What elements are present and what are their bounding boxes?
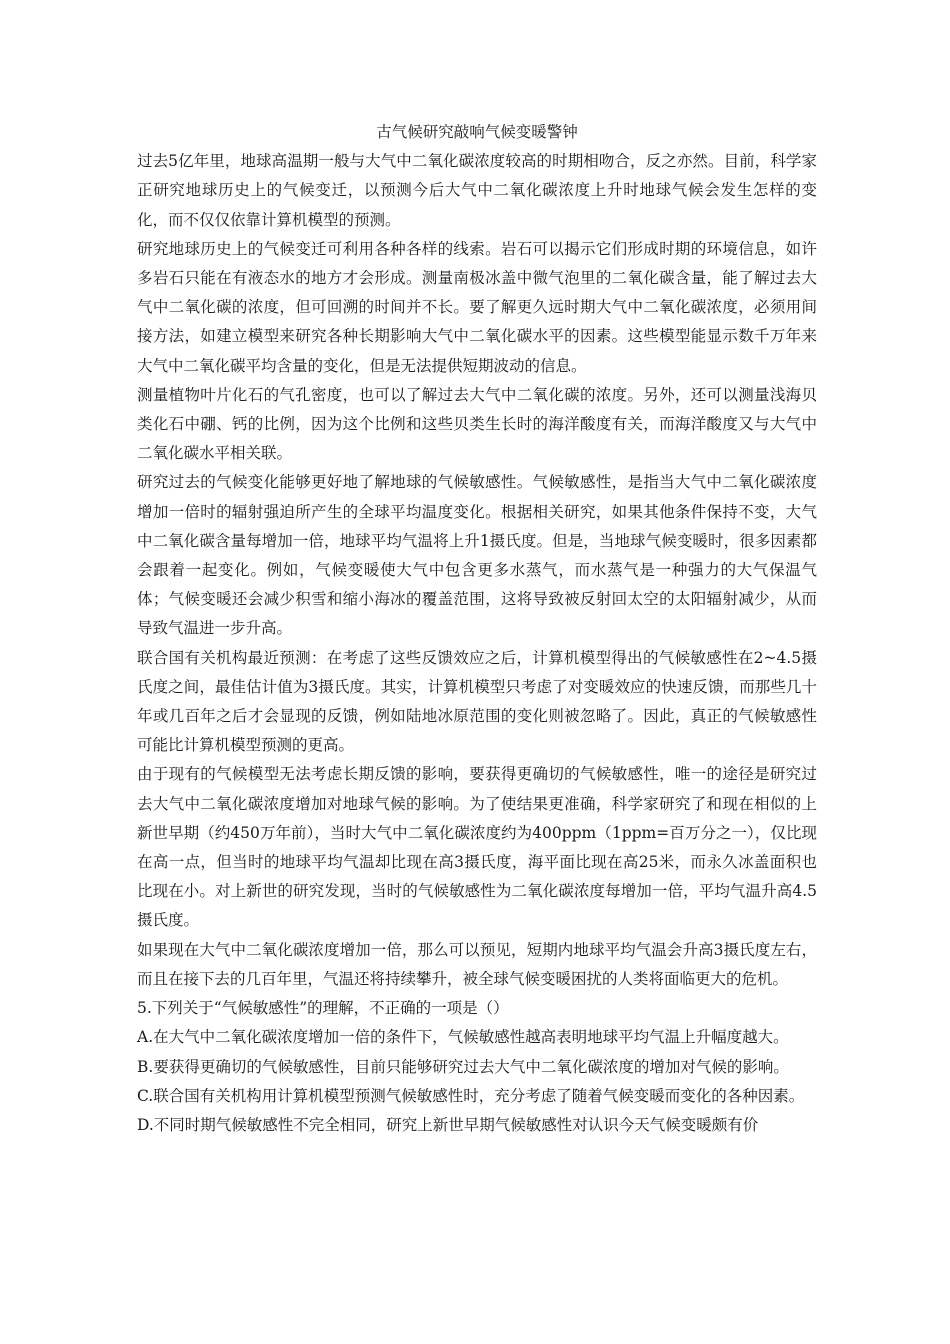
paragraph-pliocene: 由于现有的气候模型无法考虑长期反馈的影响，要获得更确切的气候敏感性，唯一的途径是研究过去大气中二氧化碳浓度增加对地球气候的影响。为了使结果更准确，科学家研究了和现在相似的上新世早期（约450万年前），当时大气中二氧化碳浓度约为400ppm（1ppm=百万分之一），仅比现在高一点，但当时的地球平均气温却比现在高3摄氏度，海平面比现在高25米，而永久冰盖面积也比现在小。对上新世的研究发现，当时的气候敏感性为二氧化碳浓度每增加一倍，平均气温升高4.5摄氏度。 — [137, 765, 817, 930]
document-title: 古气候研究敲响气候变暖警钟 — [376, 123, 578, 141]
option-b: B.要获得更确切的气候敏感性，目前只能够研究过去大气中二氧化碳浓度的增加对气候的影响。 — [137, 1057, 789, 1076]
option-a: A.在大气中二氧化碳浓度增加一倍的条件下，气候敏感性越高表明地球平均气温上升幅度越大。 — [137, 1028, 789, 1047]
document-content — [137, 118, 817, 1140]
question-stem: 5.下列关于“气候敏感性”的理解，不正确的一项是（） — [137, 999, 509, 1018]
paragraph-clues: 研究地球历史上的气候变迁可利用各种各样的线索。岩石可以揭示它们形成时期的环境信息，如许多岩石只能在有液态水的地方才会形成。测量南极冰盖中微气泡里的二氧化碳含量，能了解过去大气中二氧化碳的浓度，但可回溯的时间并不长。要了解更久远时期大气中二氧化碳浓度，必须用间接方法，如建立模型来研究各种长期影响大气中二氧化碳水平的因素。这些模型能显示数千万年来大气中二氧化碳平均含量的变化，但是无法提供短期波动的信息。 — [137, 239, 817, 375]
paragraph-fossils: 测量植物叶片化石的气孔密度，也可以了解过去大气中二氧化碳的浓度。另外，还可以测量浅海贝类化石中硼、钙的比例，因为这个比例和这些贝类生长时的海洋酸度有关，而海洋酸度又与大气中二氧化碳水平相关联。 — [137, 385, 817, 463]
option-d: D.不同时期气候敏感性不完全相同，研究上新世早期气候敏感性对认识今天气候变暖颇有价 — [137, 1115, 759, 1134]
paragraph-un-forecast: 联合国有关机构最近预测：在考虑了这些反馈效应之后，计算机模型得出的气候敏感性在2~4.5摄氏度之间，最佳估计值为3摄氏度。其实，计算机模型只考虑了对变暖效应的快速反馈，而那些几十年或几百年之后才会显现的反馈，例如陆地冰原范围的变化则被忽略了。因此，真正的气候敏感性可能比计算机模型预测的更高。 — [137, 648, 817, 755]
paragraph-outlook: 如果现在大气中二氧化碳浓度增加一倍，那么可以预见，短期内地球平均气温会升高3摄氏度左右，而且在接下去的几百年里，气温还将持续攀升，被全球气候变暖困扰的人类将面临更大的危机。 — [137, 940, 817, 988]
paragraph-sensitivity: 研究过去的气候变化能够更好地了解地球的气候敏感性。气候敏感性，是指当大气中二氧化碳浓度增加一倍时的辐射强迫所产生的全球平均温度变化。根据相关研究，如果其他条件保持不变，大气中二氧化碳含量每增加一倍，地球平均气温将上升1摄氏度。但是，当地球气候变暖时，很多因素都会跟着一起变化。例如，气候变暖使大气中包含更多水蒸气，而水蒸气是一种强力的大气保温气体；气候变暖还会减少积雪和缩小海冰的覆盖范围，这将导致被反射回太空的太阳辐射减少，从而导致气温进一步升高。 — [137, 473, 817, 638]
option-c: C.联合国有关机构用计算机模型预测气候敏感性时，充分考虑了随着气候变暖而变化的各种因素。 — [137, 1086, 805, 1105]
paragraph-intro: 过去5亿年里，地球高温期一般与大气中二氧化碳浓度较高的时期相吻合，反之亦然。目前，科学家正研究地球历史上的气候变迁，以预测今后大气中二氧化碳浓度上升时地球气候会发生怎样的变化，而不仅仅依靠计算机模型的预测。 — [137, 152, 817, 229]
